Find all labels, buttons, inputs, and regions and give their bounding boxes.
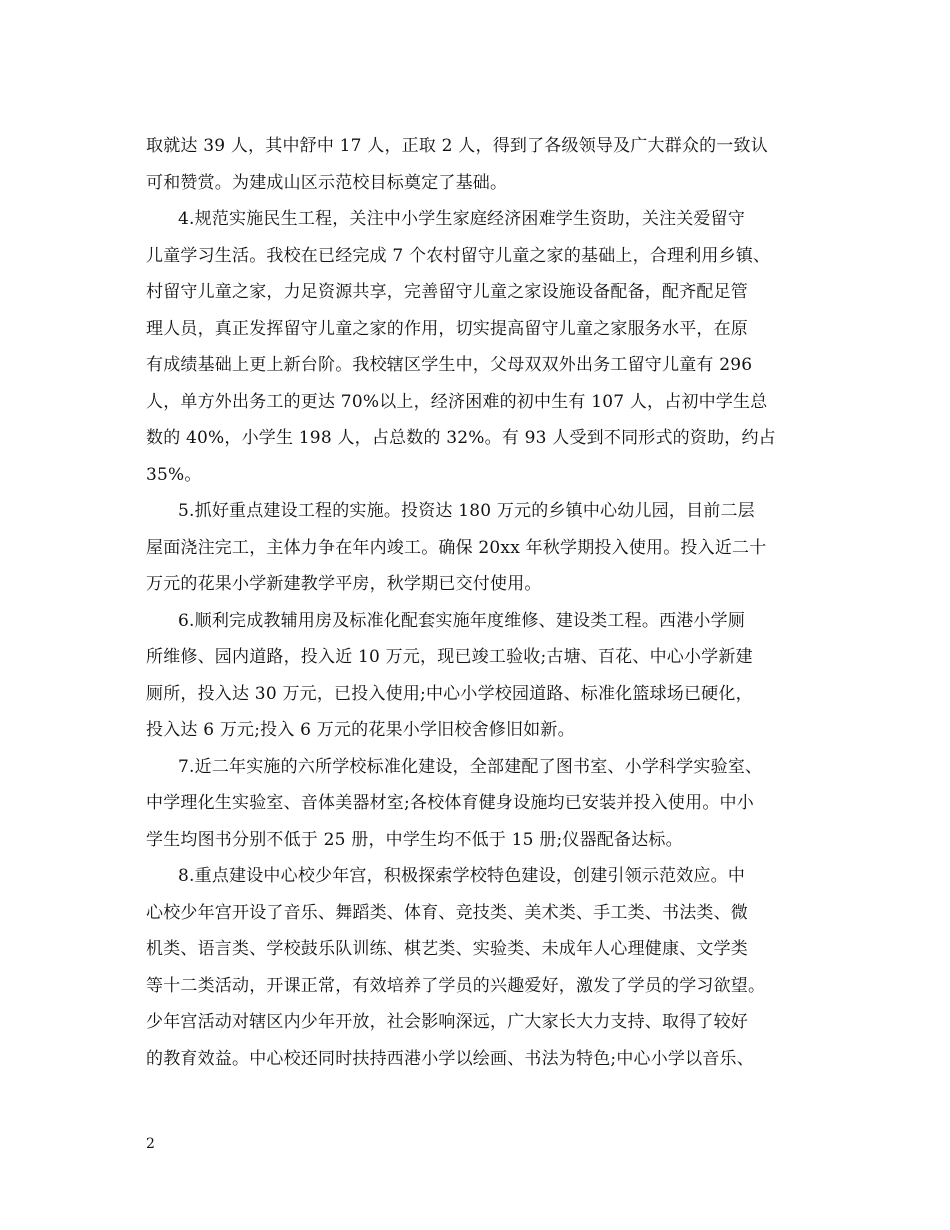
text-line: 数的 40%，小学生 198 人，占总数的 32%。有 93 人受到不同形式的资助，约占 bbox=[146, 428, 776, 448]
text-line: 村留守儿童之家，力足资源共享，完善留守儿童之家设施设备配备，配齐配足管 bbox=[146, 282, 748, 302]
text-line: 投入达 6 万元;投入 6 万元的花果小学旧校舍修旧如新。 bbox=[146, 720, 575, 740]
text-line: 有成绩基础上更上新台阶。我校辖区学生中，父母双双外出务工留守儿童有 296 bbox=[146, 355, 753, 375]
text-line: 人，单方外出务工的更达 70%以上，经济困难的初中生有 107 人，占初中学生总 bbox=[146, 391, 768, 412]
text-line: 理人员，真正发挥留守儿童之家的作用，切实提高留守儿童之家服务水平，在原 bbox=[146, 318, 748, 339]
body-text bbox=[146, 128, 826, 1077]
text-line: 心校少年宫开设了音乐、舞蹈类、体育、竞技类、美术类、手工类、书法类、微 bbox=[146, 902, 748, 923]
text-line: 少年宫活动对辖区内少年开放，社会影响深远，广大家长大力支持、取得了较好 bbox=[146, 1012, 748, 1032]
text-line: 所维修、园内道路，投入近 10 万元，现已竣工验收;古塘、百花、中心小学新建 bbox=[146, 647, 753, 667]
text-line: 万元的花果小学新建教学平房，秋学期已交付使用。 bbox=[146, 574, 542, 594]
text-line: 取就达 39 人，其中舒中 17 人，正取 2 人，得到了各级领导及广大群众的一致认 bbox=[146, 136, 768, 156]
text-line: 35%。 bbox=[146, 464, 202, 485]
text-line: 等十二类活动，开课正常，有效培养了学员的兴趣爱好，激发了学员的学习欲望。 bbox=[146, 975, 766, 996]
text-line: 儿童学习生活。我校在已经完成 7 个农村留守儿童之家的基础上，合理利用乡镇、 bbox=[146, 245, 771, 266]
text-line: 机类、语言类、学校鼓乐队训练、棋艺类、实验类、未成年人心理健康、文学类 bbox=[146, 939, 748, 959]
text-line: 屋面浇注完工，主体力争在年内竣工。确保 20xx 年秋学期投入使用。投入近二十 bbox=[146, 537, 767, 558]
page-number: 2 bbox=[146, 1136, 155, 1152]
text-line: 5.抓好重点建设工程的实施。投资达 180 万元的乡镇中心幼儿园，目前二层 bbox=[178, 501, 755, 521]
text-line: 可和赞赏。为建成山区示范校目标奠定了基础。 bbox=[146, 172, 508, 193]
text-line: 7.近二年实施的六所学校标准化建设，全部建配了图书室、小学科学实验室、 bbox=[178, 756, 763, 777]
text-line: 4.规范实施民生工程，关注中小学生家庭经济困难学生资助，关注关爱留守 bbox=[178, 209, 746, 229]
text-line: 中学理化生实验室、音体美器材室;各校体育健身设施均已安装并投入使用。中小 bbox=[146, 793, 754, 813]
text-line: 的教育效益。中心校还同时扶持西港小学以绘画、书法为特色;中心小学以音乐、 bbox=[146, 1048, 754, 1069]
text-line: 学生均图书分别不低于 25 册，中学生均不低于 15 册;仪器配备达标。 bbox=[146, 829, 683, 850]
text-line: 8.重点建设中心校少年宫，积极探索学校特色建设，创建引领示范效应。中 bbox=[178, 866, 746, 886]
text-line: 6.顺利完成教辅用房及标准化配套实施年度维修、建设类工程。西港小学厕 bbox=[178, 610, 746, 631]
text-line: 厕所，投入达 30 万元，已投入使用;中心小学校园道路、标准化篮球场已硬化， bbox=[146, 683, 753, 704]
